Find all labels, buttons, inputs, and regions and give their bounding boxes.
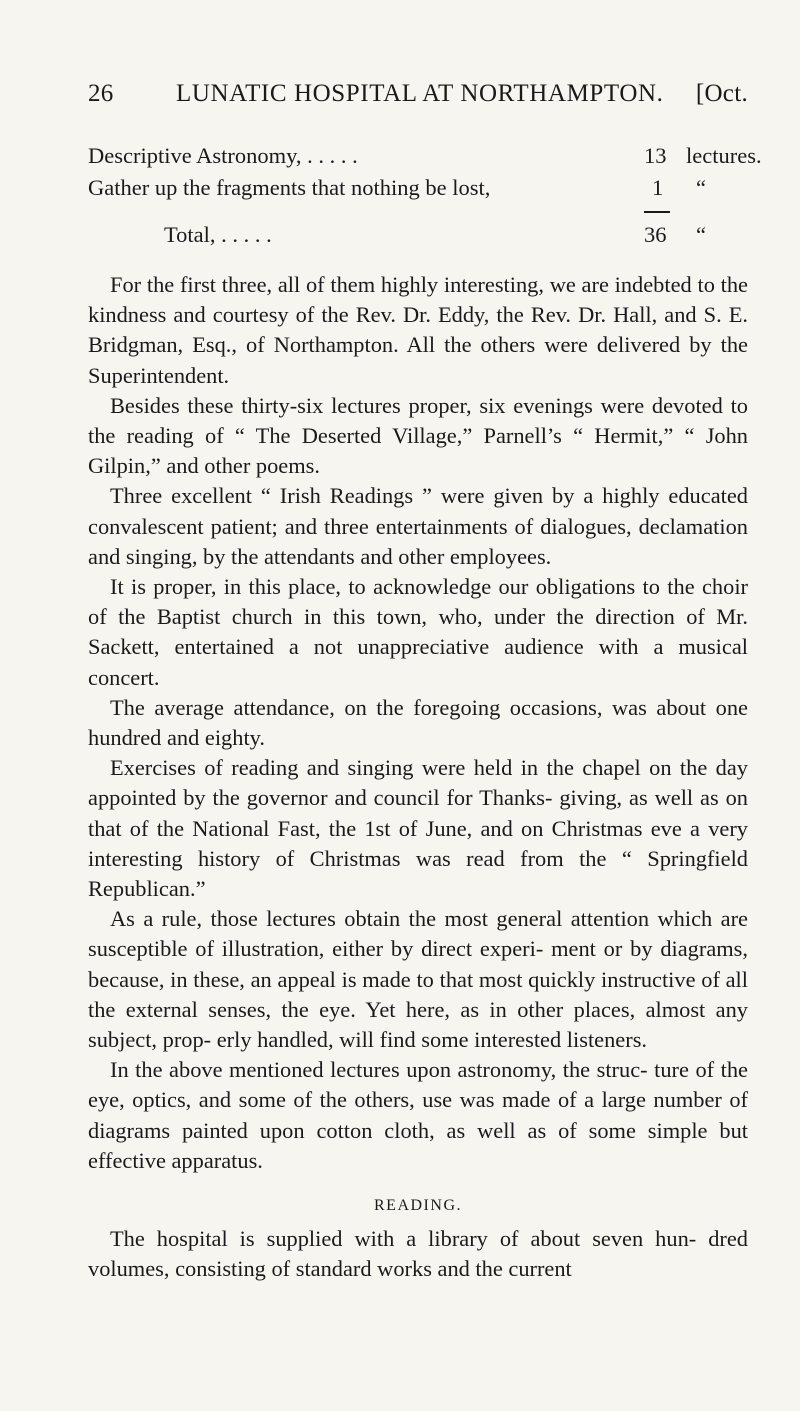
- lecture-unit: lectures.: [686, 143, 762, 168]
- total-count: 36: [644, 222, 667, 247]
- lecture-row: [88, 143, 762, 173]
- running-title: LUNATIC HOSPITAL AT NORTHAMPTON.: [176, 80, 664, 107]
- total-unit: “: [696, 222, 706, 247]
- paragraph: Three excellent “ Irish Readings ” were given by a highly educated convalescent patient; and three entertainments of dialogues, declamation and singing, by the attendants and other employees.: [88, 483, 748, 569]
- lecture-title: Gather up the fragments that nothing be lost,: [88, 175, 491, 200]
- paragraph: It is proper, in this place, to acknowledge our obligations to the choir of the Baptist church in this town, who, under the direction of Mr. Sackett, entertained a not unappreciative audience with a musical concert.: [88, 574, 748, 690]
- lecture-unit: “: [696, 175, 706, 200]
- running-date: [Oct.: [695, 80, 748, 107]
- lecture-count: 1: [652, 175, 664, 200]
- section-heading: READING.: [374, 1197, 462, 1215]
- paragraph: For the first three, all of them highly interesting, we are indebted to the kindness and courtesy of the Rev. Dr. Eddy, the Rev. Dr. Hall, and S. E. Bridgman, Esq., of Northampton. All the others were delivered by the Superintendent.: [88, 272, 748, 388]
- paragraph: The average attendance, on the foregoing occasions, was about one hundred and eighty.: [88, 694, 748, 751]
- paragraph: In the above mentioned lectures upon astronomy, the struc- ture of the eye, optics, and some of the others, use was made of a large number of diagrams painted upon cotton cloth, as well as of some simple but effective apparatus.: [88, 1057, 748, 1173]
- lecture-count: 13: [644, 143, 667, 168]
- total-row: [88, 222, 748, 252]
- paragraph: Exercises of reading and singing were held in the chapel on the day appointed by the governor and council for Thanks- giving, as well as on that of the National Fast, the 1st of June, and on Christmas eve a very interesting history of Christmas was read from the “ Springfield Republican.”: [88, 755, 748, 902]
- sum-rule: [644, 211, 670, 213]
- lecture-row: [88, 175, 748, 205]
- paragraph: As a rule, those lectures obtain the most general attention which are susceptible of illustration, either by direct experi- ment or by diagrams, because, in these, an appeal is made to that most quickly instructive of all the external senses, the eye. Yet here, as in other places, almost any subject, prop- erly handled, will find some interested listeners.: [88, 906, 748, 1053]
- page-number: 26: [88, 80, 114, 107]
- paragraph: Besides these thirty-six lectures proper, six evenings were devoted to the reading of “ The Deserted Village,” Parnell’s “ Hermit,” “ John Gilpin,” and other poems.: [88, 392, 748, 479]
- lecture-title: Descriptive Astronomy, . . . . .: [88, 143, 358, 168]
- total-label: Total, . . . . .: [164, 222, 272, 247]
- body-text: [88, 270, 748, 1285]
- running-header: [88, 80, 748, 114]
- paragraph: The hospital is supplied with a library of about seven hun- dred volumes, consisting of standard works and the current: [88, 1226, 748, 1282]
